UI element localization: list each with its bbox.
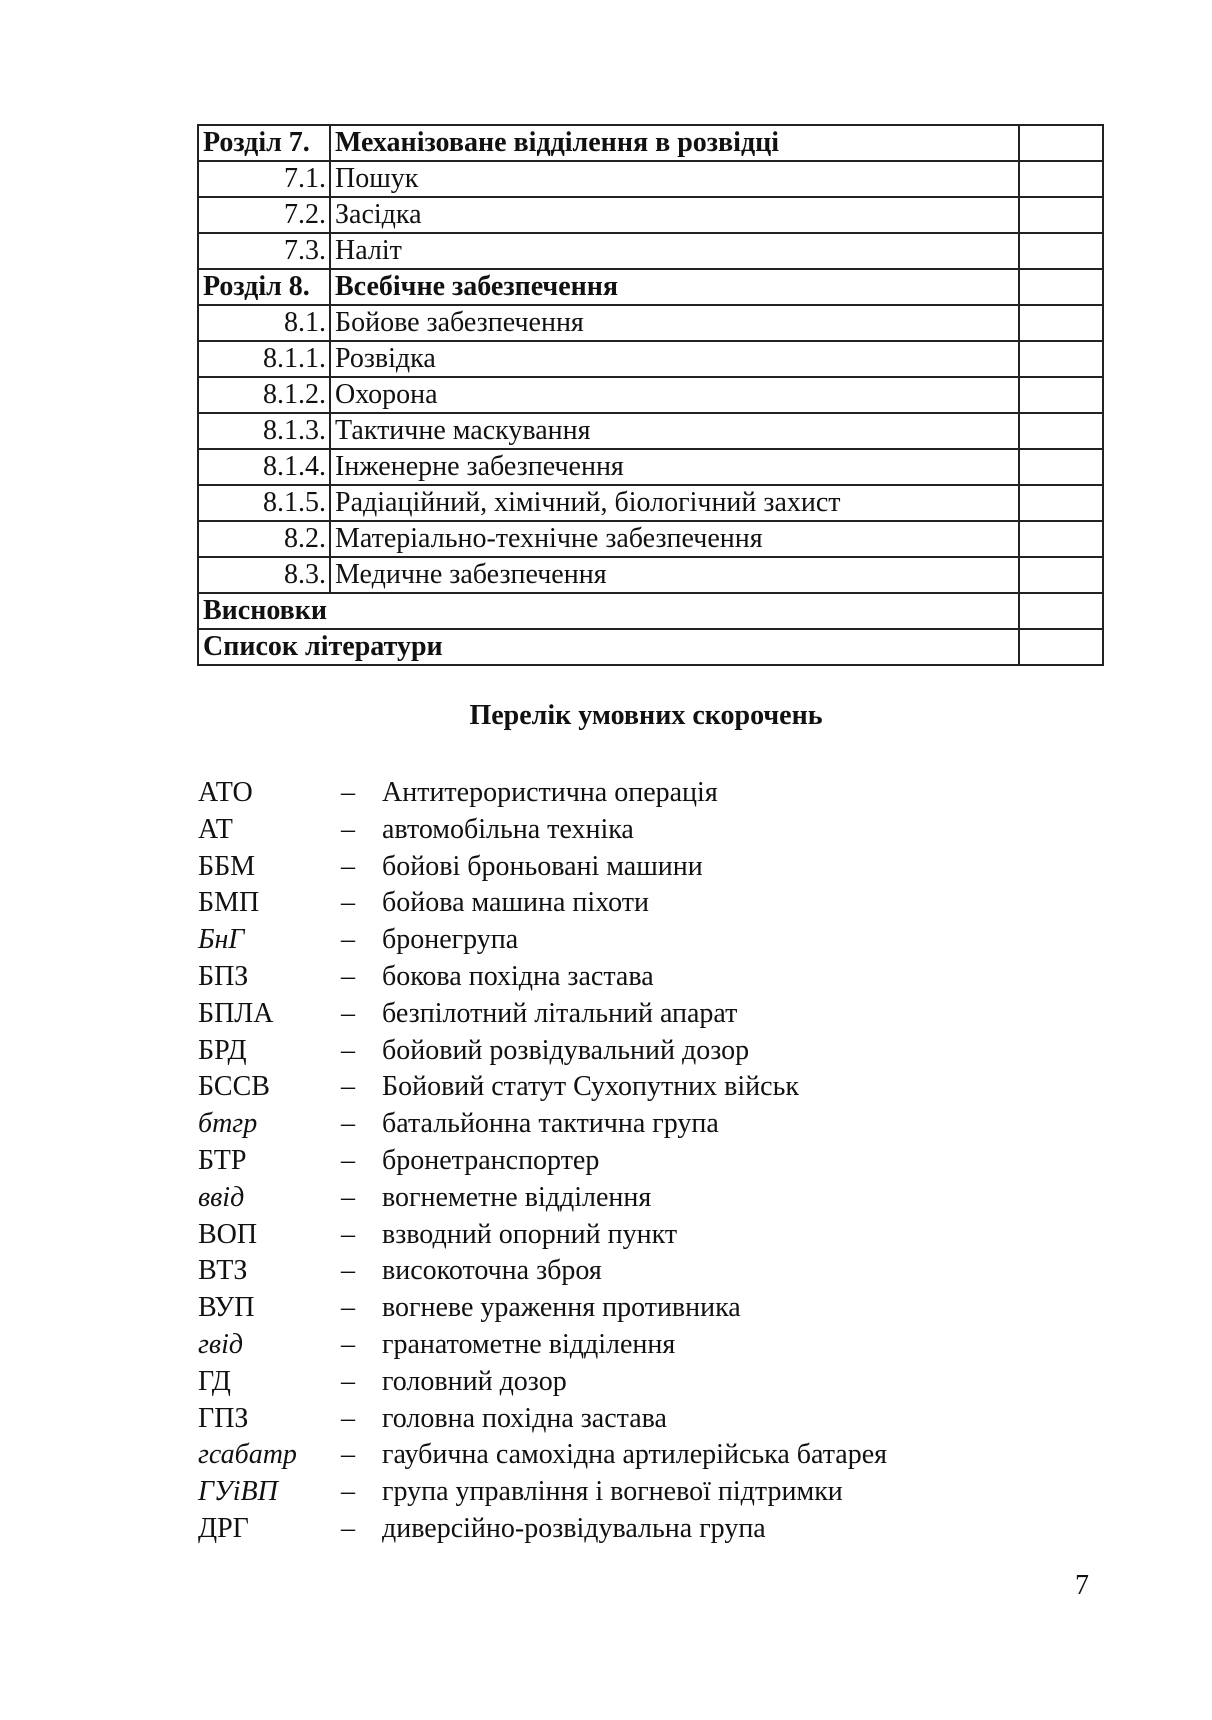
toc-title: Медичне забезпечення xyxy=(330,557,1019,593)
abbreviation-code: АТ xyxy=(198,813,233,845)
toc-page xyxy=(1019,449,1103,485)
abbreviation-description: бойова машина піхоти xyxy=(382,887,649,919)
abbreviation-description: бойовий розвідувальний дозор xyxy=(382,1034,750,1066)
abbreviation-row xyxy=(198,849,1098,886)
toc-page xyxy=(1019,557,1103,593)
abbreviation-dash: – xyxy=(341,1144,355,1176)
abbreviation-code: БнГ xyxy=(198,924,245,956)
toc-row xyxy=(198,629,1103,665)
abbreviation-dash: – xyxy=(341,997,355,1029)
toc-number: Розділ 8. xyxy=(198,269,330,305)
abbreviation-dash: – xyxy=(341,1181,355,1213)
abbreviation-row xyxy=(198,1290,1098,1327)
toc-row xyxy=(198,485,1103,521)
abbreviation-row xyxy=(198,1364,1098,1401)
abbreviation-description: батальйонна тактична група xyxy=(382,1108,719,1140)
toc-page xyxy=(1019,341,1103,377)
toc-row xyxy=(198,377,1103,413)
toc-row xyxy=(198,233,1103,269)
toc-number: Розділ 7. xyxy=(198,125,330,161)
abbreviation-code: ГД xyxy=(198,1365,231,1397)
abbreviation-description: взводний опорний пункт xyxy=(382,1218,678,1250)
toc-title: Список літератури xyxy=(198,629,1019,665)
abbreviation-row xyxy=(198,775,1098,812)
toc-row xyxy=(198,197,1103,233)
abbreviation-code: ввід xyxy=(198,1181,245,1213)
toc-number: 8.1.3. xyxy=(198,413,330,449)
abbreviation-dash: – xyxy=(341,1439,355,1471)
toc-title: Механізоване відділення в розвідці xyxy=(330,125,1019,161)
abbreviation-row xyxy=(198,1217,1098,1254)
abbreviation-description: безпілотний літальний апарат xyxy=(382,997,738,1029)
abbreviation-row xyxy=(198,1069,1098,1106)
abbreviation-code: БССВ xyxy=(198,1071,270,1103)
toc-row xyxy=(198,341,1103,377)
abbreviation-description: гранатометне відділення xyxy=(382,1328,676,1360)
toc-row xyxy=(198,305,1103,341)
toc-body xyxy=(198,125,1103,665)
abbreviation-code: БПЗ xyxy=(198,960,249,992)
abbreviation-row xyxy=(198,1033,1098,1070)
abbreviation-description: бойові броньовані машини xyxy=(382,850,703,882)
toc-title: Пошук xyxy=(330,161,1019,197)
toc-number: 8.1.2. xyxy=(198,377,330,413)
toc-title: Охорона xyxy=(330,377,1019,413)
abbreviation-dash: – xyxy=(341,1512,355,1544)
toc-title: Всебічне забезпечення xyxy=(330,269,1019,305)
toc-page xyxy=(1019,413,1103,449)
abbreviations-heading: Перелік умовних скорочень xyxy=(469,700,823,731)
toc-row xyxy=(198,521,1103,557)
toc-page xyxy=(1019,197,1103,233)
abbreviation-code: ВУП xyxy=(198,1292,255,1324)
toc-title: Інженерне забезпечення xyxy=(330,449,1019,485)
abbreviation-row xyxy=(198,885,1098,922)
abbreviation-description: бронетранспортер xyxy=(382,1144,600,1176)
toc-title: Розвідка xyxy=(330,341,1019,377)
toc-number: 8.3. xyxy=(198,557,330,593)
toc-number: 7.3. xyxy=(198,233,330,269)
abbreviation-code: БПЛА xyxy=(198,997,274,1029)
toc-page xyxy=(1019,161,1103,197)
toc-number: 8.1. xyxy=(198,305,330,341)
abbreviation-code: ВОП xyxy=(198,1218,258,1250)
abbreviation-row xyxy=(198,1401,1098,1438)
abbreviation-code: ГПЗ xyxy=(198,1402,249,1434)
toc-title: Тактичне маскування xyxy=(330,413,1019,449)
abbreviation-row xyxy=(198,1327,1098,1364)
toc-row xyxy=(198,269,1103,305)
toc-title: Матеріально-технічне забезпечення xyxy=(330,521,1019,557)
abbreviation-description: Антитерористична операція xyxy=(382,777,718,808)
toc-page xyxy=(1019,629,1103,665)
abbreviation-description: головна похідна застава xyxy=(382,1402,667,1434)
abbreviation-description: вогневе ураження противника xyxy=(382,1292,741,1324)
toc-row xyxy=(198,125,1103,161)
abbreviation-row xyxy=(198,812,1098,849)
toc-page xyxy=(1019,377,1103,413)
abbreviation-row xyxy=(198,922,1098,959)
abbreviation-row xyxy=(198,1511,1098,1548)
toc-number: 7.2. xyxy=(198,197,330,233)
abbreviation-code: БТР xyxy=(198,1144,247,1176)
toc-number: 8.2. xyxy=(198,521,330,557)
abbreviation-dash: – xyxy=(341,1328,355,1360)
abbreviation-dash: – xyxy=(341,813,355,845)
toc-title: Наліт xyxy=(330,233,1019,269)
abbreviation-row xyxy=(198,1106,1098,1143)
table-of-contents xyxy=(197,124,1104,666)
toc-number: 8.1.4. xyxy=(198,449,330,485)
toc-page xyxy=(1019,233,1103,269)
abbreviation-dash: – xyxy=(341,1255,355,1287)
abbreviations-list xyxy=(198,775,1098,1548)
abbreviation-dash: – xyxy=(341,1218,355,1250)
abbreviation-description: група управління і вогневої підтримки xyxy=(382,1476,843,1508)
toc-row xyxy=(198,161,1103,197)
abbreviation-dash: – xyxy=(341,887,355,919)
toc-page xyxy=(1019,269,1103,305)
toc-page xyxy=(1019,521,1103,557)
toc-page xyxy=(1019,485,1103,521)
abbreviation-description: високоточна зброя xyxy=(382,1255,602,1287)
toc-row xyxy=(198,557,1103,593)
toc-row xyxy=(198,449,1103,485)
abbreviation-code: БРД xyxy=(198,1034,247,1066)
abbreviation-description: диверсійно-розвідувальна група xyxy=(382,1512,766,1544)
abbreviation-dash: – xyxy=(341,1034,355,1066)
abbreviation-code: ВТЗ xyxy=(198,1255,248,1287)
abbreviation-code: АТО xyxy=(198,777,253,808)
abbreviation-row xyxy=(198,1180,1098,1217)
abbreviation-row xyxy=(198,1474,1098,1511)
toc-title: Радіаційний, хімічний, біологічний захист xyxy=(330,485,1019,521)
page-number: 7 xyxy=(1075,1570,1089,1601)
abbreviation-dash: – xyxy=(341,1402,355,1434)
abbreviation-code: ДРГ xyxy=(198,1512,249,1544)
toc-row xyxy=(198,593,1103,629)
abbreviation-dash: – xyxy=(341,850,355,882)
abbreviation-dash: – xyxy=(341,1292,355,1324)
abbreviation-code: ГУіВП xyxy=(198,1476,278,1508)
abbreviation-description: автомобільна техніка xyxy=(382,813,634,845)
abbreviation-row xyxy=(198,1143,1098,1180)
abbreviation-description: гаубична самохідна артилерійська батарея xyxy=(382,1439,888,1471)
toc-number: 8.1.5. xyxy=(198,485,330,521)
abbreviation-dash: – xyxy=(341,777,355,808)
abbreviation-code: гвід xyxy=(198,1328,244,1360)
abbreviation-row xyxy=(198,1253,1098,1290)
abbreviation-code: БМП xyxy=(198,887,260,919)
abbreviation-dash: – xyxy=(341,1108,355,1140)
abbreviation-dash: – xyxy=(341,924,355,956)
abbreviation-description: Бойовий статут Сухопутних військ xyxy=(382,1071,799,1103)
abbreviation-description: вогнеметне відділення xyxy=(382,1181,652,1213)
abbreviation-row xyxy=(198,1437,1098,1474)
abbreviation-row xyxy=(198,959,1098,996)
toc-page xyxy=(1019,125,1103,161)
abbreviation-dash: – xyxy=(341,1365,355,1397)
abbreviation-description: бокова похідна застава xyxy=(382,960,654,992)
abbreviation-description: головний дозор xyxy=(382,1365,567,1397)
abbreviation-dash: – xyxy=(341,1476,355,1508)
toc-title: Бойове забезпечення xyxy=(330,305,1019,341)
abbreviation-code: гсабатр xyxy=(198,1439,297,1471)
toc-title: Висновки xyxy=(198,593,1019,629)
toc-title: Засідка xyxy=(330,197,1019,233)
toc-number: 8.1.1. xyxy=(198,341,330,377)
toc-row xyxy=(198,413,1103,449)
abbreviation-row xyxy=(198,996,1098,1033)
toc-page xyxy=(1019,593,1103,629)
abbreviation-code: бтгр xyxy=(198,1108,258,1140)
abbreviation-code: ББМ xyxy=(198,850,256,882)
abbreviation-dash: – xyxy=(341,1071,355,1103)
abbreviation-description: бронегрупа xyxy=(382,924,519,956)
abbreviation-dash: – xyxy=(341,960,355,992)
toc-number: 7.1. xyxy=(198,161,330,197)
toc-page xyxy=(1019,305,1103,341)
